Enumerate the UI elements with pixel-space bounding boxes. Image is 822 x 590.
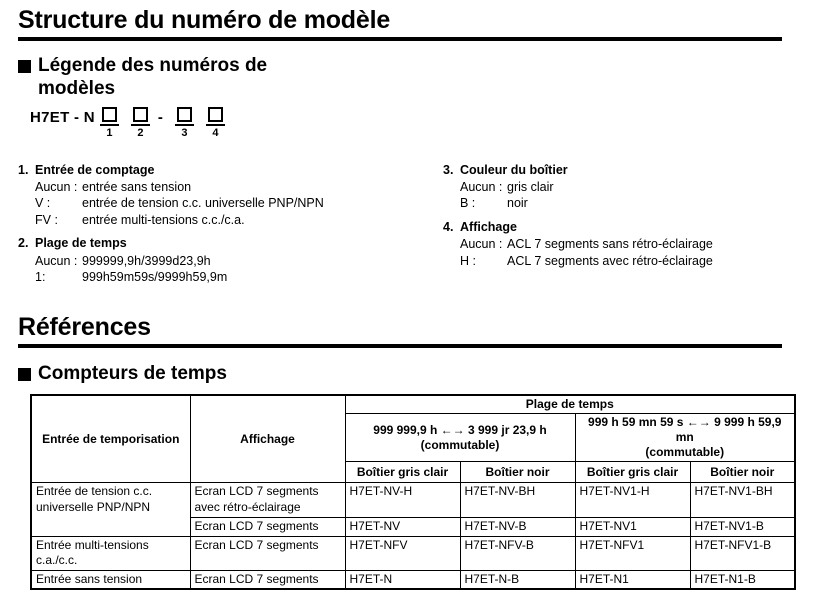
model-digit-box bbox=[102, 107, 117, 122]
cell-display: Ecran LCD 7 segments bbox=[190, 570, 345, 589]
cell-input: Entrée sans tension bbox=[31, 570, 190, 589]
legend-option bbox=[460, 179, 794, 196]
option-code: Aucun : bbox=[35, 253, 78, 268]
option-code: Aucun : bbox=[460, 237, 503, 252]
digit-label: 2 bbox=[137, 126, 144, 139]
option-code: V : bbox=[35, 196, 51, 211]
legend-option bbox=[460, 195, 794, 212]
range-1-text: 999 999,9 h ←→ 3 999 jr 23,9 h bbox=[373, 422, 547, 437]
model-prefix: H7ET - N bbox=[30, 108, 95, 126]
legend-columns bbox=[18, 162, 794, 293]
legend-item-couleur-boitier bbox=[443, 162, 794, 212]
model-number-diagram bbox=[30, 107, 794, 153]
legend-option bbox=[35, 269, 443, 286]
legend-item-title bbox=[443, 162, 794, 178]
option-desc: noir bbox=[507, 196, 528, 211]
cell-display: Ecran LCD 7 segments bbox=[190, 536, 345, 570]
cell-model: H7ET-NFV1 bbox=[575, 536, 690, 570]
case-header-noir-1: Boîtier noir bbox=[460, 462, 575, 483]
option-desc: 999999,9h/3999d23,9h bbox=[82, 253, 211, 268]
digit-underline bbox=[175, 124, 194, 126]
case-header-noir-2: Boîtier noir bbox=[690, 462, 795, 483]
legend-option bbox=[460, 253, 794, 270]
legend-option bbox=[35, 253, 443, 270]
compteurs-heading: Compteurs de temps bbox=[38, 362, 227, 384]
range-1-note: (commutable) bbox=[420, 437, 500, 452]
model-separator: - bbox=[157, 108, 163, 126]
digit-underline bbox=[206, 124, 225, 126]
cell-input: Entrée multi-tensions c.a./c.c. bbox=[31, 536, 190, 570]
cell-model: H7ET-NFV-B bbox=[460, 536, 575, 570]
section-bullet-icon bbox=[18, 368, 31, 381]
model-digit-group-2 bbox=[131, 107, 150, 139]
legend-column-left bbox=[18, 162, 443, 293]
legend-item-number: 3. bbox=[443, 162, 454, 177]
cell-model: H7ET-N1-B bbox=[690, 570, 795, 589]
cell-model: H7ET-NV-BH bbox=[460, 483, 575, 517]
col-header-display: Affichage bbox=[190, 395, 345, 483]
title-rule bbox=[18, 37, 782, 41]
case-header-gris-1: Boîtier gris clair bbox=[345, 462, 460, 483]
option-code: FV : bbox=[35, 212, 58, 227]
digit-label: 1 bbox=[106, 126, 113, 139]
option-desc: entrée de tension c.c. universelle PNP/NPN bbox=[82, 196, 324, 211]
legend-item-title bbox=[18, 162, 443, 178]
option-code: B : bbox=[460, 196, 476, 211]
digit-label: 3 bbox=[181, 126, 188, 139]
case-header-gris-2: Boîtier gris clair bbox=[575, 462, 690, 483]
cell-model: H7ET-NFV bbox=[345, 536, 460, 570]
option-code: 1: bbox=[35, 270, 46, 285]
cell-model: H7ET-N1 bbox=[575, 570, 690, 589]
range-header-1 bbox=[345, 414, 575, 462]
legend-item-title-text: Couleur du boîtier bbox=[460, 162, 568, 177]
option-desc: ACL 7 segments sans rétro-éclairage bbox=[507, 237, 713, 252]
legend-item-entree-comptage bbox=[18, 162, 443, 229]
references-title: Références bbox=[18, 312, 151, 341]
model-digit-group-4 bbox=[206, 107, 225, 139]
cell-model: H7ET-NV1-B bbox=[690, 517, 795, 536]
legend-item-title-text: Affichage bbox=[460, 219, 517, 234]
col-header-input: Entrée de temporisation bbox=[31, 395, 190, 483]
cell-display: Ecran LCD 7 segments bbox=[190, 517, 345, 536]
legend-item-title bbox=[18, 235, 443, 251]
legend-option bbox=[35, 179, 443, 196]
legend-item-number: 2. bbox=[18, 236, 29, 251]
model-digit-group-3 bbox=[175, 107, 194, 139]
legend-item-title-text: Entrée de comptage bbox=[35, 162, 155, 177]
cell-model: H7ET-NV-H bbox=[345, 483, 460, 517]
cell-input: Entrée de tension c.c. universelle PNP/NPN bbox=[31, 483, 190, 536]
range-2-note: (commutable) bbox=[645, 445, 725, 460]
legend-item-title bbox=[443, 219, 794, 235]
option-desc: entrée sans tension bbox=[82, 179, 192, 194]
models-table bbox=[30, 394, 796, 590]
legend-column-right bbox=[443, 162, 794, 293]
legend-section-heading bbox=[18, 55, 794, 101]
references-rule bbox=[18, 344, 782, 348]
cell-model: H7ET-NV1-H bbox=[575, 483, 690, 517]
cell-model: H7ET-NV bbox=[345, 517, 460, 536]
option-code: Aucun : bbox=[35, 179, 78, 194]
table-row bbox=[31, 483, 795, 517]
legend-option bbox=[35, 195, 443, 212]
range-2-text: 999 h 59 mn 59 s ←→ 9 999 h 59,9 mn bbox=[588, 415, 782, 445]
model-digit-box bbox=[133, 107, 148, 122]
legend-heading: Légende des numéros de modèles bbox=[38, 55, 268, 99]
cell-model: H7ET-NV1 bbox=[575, 517, 690, 536]
model-digit-box bbox=[208, 107, 223, 122]
section-bullet-icon bbox=[18, 60, 31, 73]
option-desc: 999h59m59s/9999h59,9m bbox=[82, 270, 228, 285]
digit-underline bbox=[100, 124, 119, 126]
compteurs-section-heading bbox=[18, 363, 794, 386]
legend-item-plage-temps bbox=[18, 235, 443, 285]
table-row bbox=[31, 536, 795, 570]
table-row bbox=[31, 570, 795, 589]
model-digit-group-1 bbox=[100, 107, 119, 139]
legend-item-number: 4. bbox=[443, 219, 454, 234]
model-digit-box bbox=[177, 107, 192, 122]
digit-label: 4 bbox=[212, 126, 219, 139]
legend-option bbox=[35, 212, 443, 229]
range-header-2 bbox=[575, 414, 795, 462]
legend-item-affichage bbox=[443, 219, 794, 269]
cell-model: H7ET-NFV1-B bbox=[690, 536, 795, 570]
option-desc: entrée multi-tensions c.c./c.a. bbox=[82, 212, 245, 227]
cell-model: H7ET-N bbox=[345, 570, 460, 589]
cell-model: H7ET-NV-B bbox=[460, 517, 575, 536]
page-title: Structure du numéro de modèle bbox=[18, 6, 391, 34]
option-code: Aucun : bbox=[460, 179, 503, 194]
col-header-range-group: Plage de temps bbox=[345, 395, 795, 414]
legend-option bbox=[460, 236, 794, 253]
cell-model: H7ET-N-B bbox=[460, 570, 575, 589]
cell-model: H7ET-NV1-BH bbox=[690, 483, 795, 517]
legend-item-number: 1. bbox=[18, 162, 29, 177]
option-code: H : bbox=[460, 253, 476, 268]
option-desc: gris clair bbox=[507, 179, 554, 194]
option-desc: ACL 7 segments avec rétro-éclairage bbox=[507, 253, 713, 268]
digit-underline bbox=[131, 124, 150, 126]
legend-item-title-text: Plage de temps bbox=[35, 236, 127, 251]
cell-display: Ecran LCD 7 segments avec rétro-éclairage bbox=[190, 483, 345, 517]
